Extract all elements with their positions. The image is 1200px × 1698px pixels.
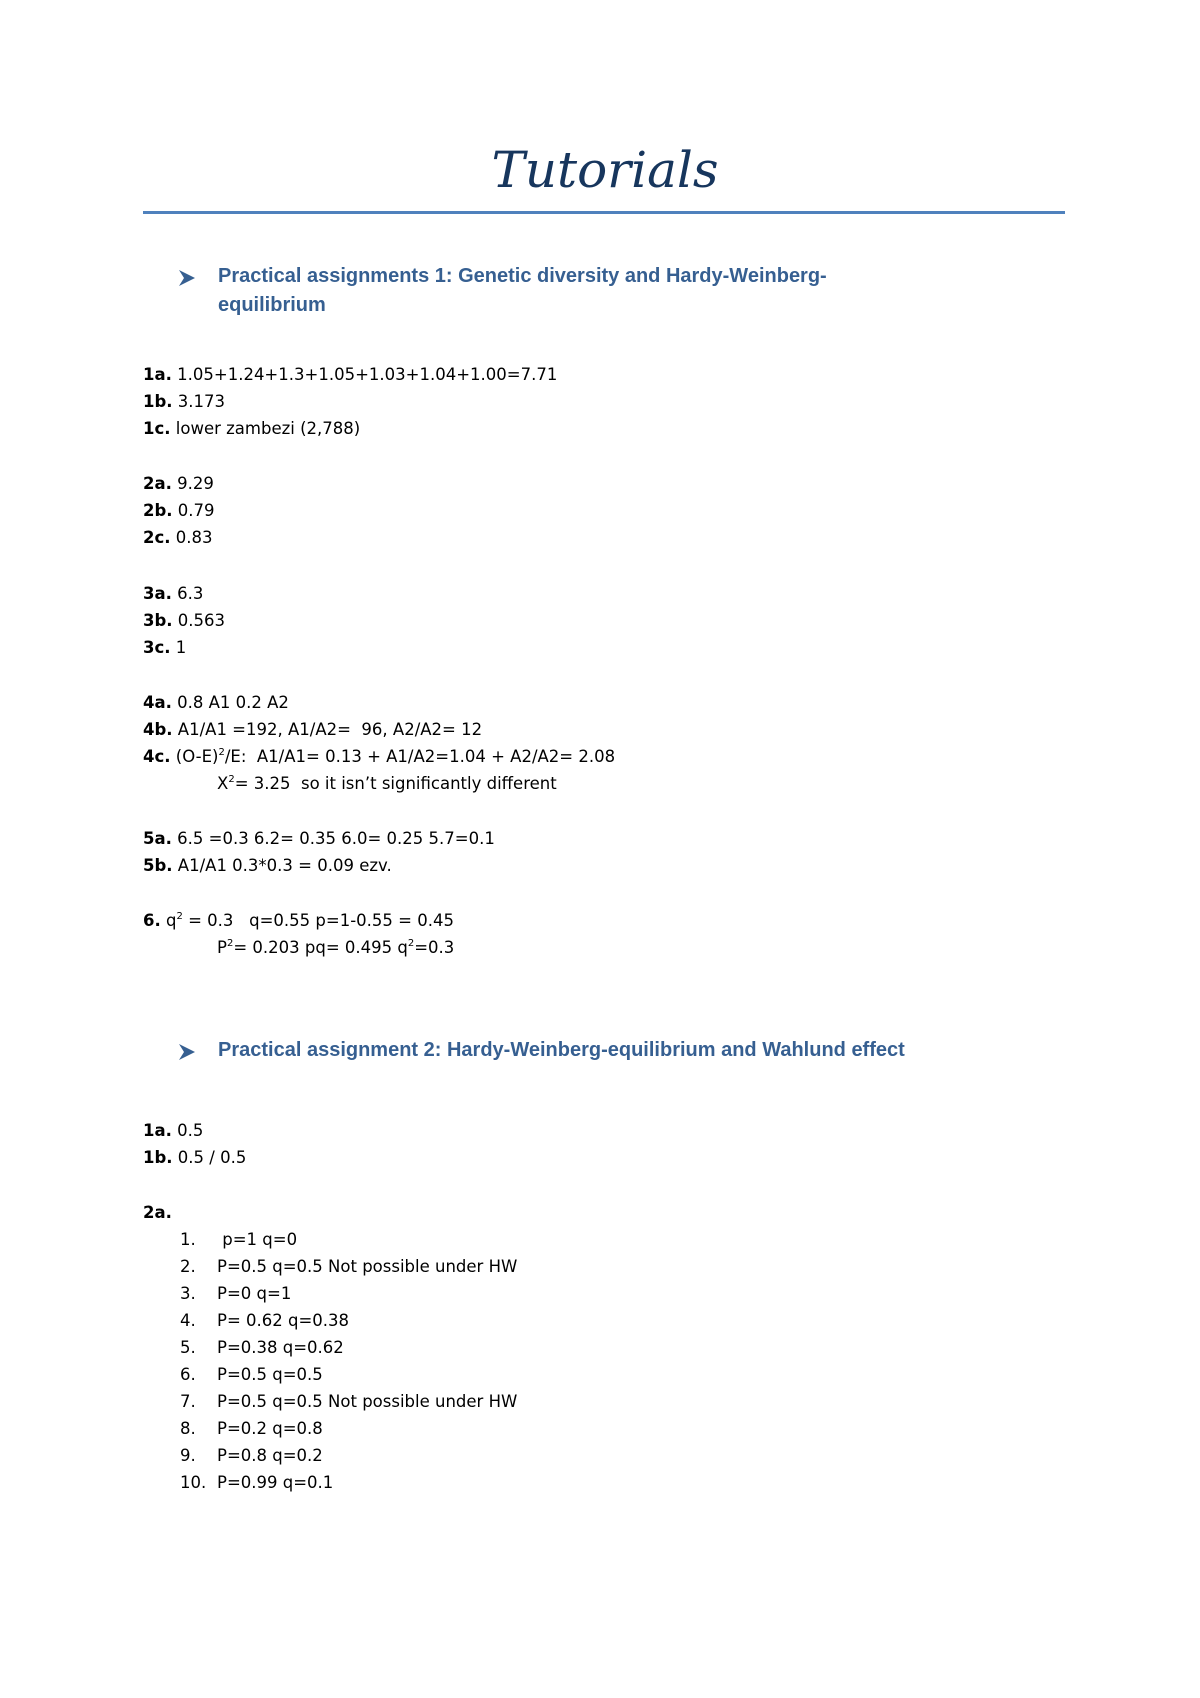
list-number: 10.: [180, 1473, 207, 1492]
list-item: [180, 1310, 349, 1332]
answer-label: 1b.: [143, 392, 173, 411]
answer-label: 4b.: [143, 720, 173, 739]
answer-1c: [143, 418, 360, 440]
list-item: [180, 1391, 517, 1413]
answer-text: (O-E): [170, 747, 219, 766]
answer-label: 3b.: [143, 611, 173, 630]
answer-text: 0.83: [170, 528, 213, 547]
answer-label: 5a.: [143, 829, 172, 848]
superscript: 2: [226, 938, 234, 949]
answer-text: X: [217, 774, 229, 793]
section-1-heading-line-1: Practical assignments 1: Genetic diversity and Hardy-Weinberg-: [218, 265, 827, 287]
answer-text: 0.5: [171, 1121, 204, 1140]
answer-text: = 0.3 q=0.55 p=1-0.55 = 0.45: [182, 911, 454, 930]
answer-2a: [143, 473, 214, 495]
answer-label: 4c.: [143, 747, 171, 766]
answer-label: 1c.: [143, 419, 171, 438]
answer-1b: [143, 391, 225, 413]
answer-4c: [143, 746, 615, 768]
answer-2-1b: [143, 1147, 246, 1169]
list-item: [180, 1256, 517, 1278]
answer-label: 2a.: [143, 1203, 172, 1222]
answer-label: 2c.: [143, 528, 171, 547]
answer-2c: [143, 527, 213, 549]
list-text: P=0.38 q=0.62: [217, 1338, 344, 1357]
list-number: 2.: [180, 1257, 196, 1276]
list-number: 3.: [180, 1284, 196, 1303]
list-text: P=0.5 q=0.5: [217, 1365, 323, 1384]
arrow-bullet-icon: [178, 262, 198, 286]
answer-3c: [143, 637, 186, 659]
list-text: P=0 q=1: [217, 1284, 292, 1303]
page-title: Tutorials: [491, 141, 719, 199]
answer-text: 0.8 A1 0.2 A2: [171, 693, 289, 712]
list-text: P=0.99 q=0.1: [217, 1473, 334, 1492]
list-text: P=0.8 q=0.2: [217, 1446, 323, 1465]
answer-label: 6.: [143, 911, 161, 930]
list-text: P=0.5 q=0.5 Not possible under HW: [217, 1392, 518, 1411]
superscript: 2: [407, 938, 415, 949]
answer-4c-continuation: [217, 773, 557, 795]
answer-3a: [143, 583, 203, 605]
answer-text: P: [217, 938, 227, 957]
answer-2b: [143, 500, 215, 522]
answer-text: 1.05+1.24+1.3+1.05+1.03+1.04+1.00=7.71: [171, 365, 558, 384]
answer-text: lower zambezi (2,788): [170, 419, 361, 438]
list-number: 1.: [180, 1230, 196, 1249]
answer-text: = 0.203 pq= 0.495 q: [233, 938, 408, 957]
section-2-heading: [178, 1036, 978, 1065]
title-underline: [143, 211, 1065, 214]
answer-1a: [143, 364, 557, 386]
arrow-bullet-icon: [178, 1036, 198, 1060]
answer-label: 5b.: [143, 856, 173, 875]
answer-2-2a: [143, 1202, 172, 1224]
list-text: p=1 q=0: [217, 1230, 298, 1249]
answer-text: q: [160, 911, 177, 930]
answer-label: 3c.: [143, 638, 171, 657]
section-1-heading: [178, 262, 938, 320]
list-item: [180, 1364, 323, 1386]
answer-label: 1b.: [143, 1148, 173, 1167]
list-number: 9.: [180, 1446, 196, 1465]
answer-2-1a: [143, 1120, 203, 1142]
list-number: 8.: [180, 1419, 196, 1438]
answer-label: 2a.: [143, 474, 172, 493]
list-number: 6.: [180, 1365, 196, 1384]
answer-text: 0.5 / 0.5: [172, 1148, 247, 1167]
answer-text: /E: A1/A1= 0.13 + A1/A2=1.04 + A2/A2= 2.08: [224, 747, 616, 766]
answer-label: 4a.: [143, 693, 172, 712]
section-1-heading-line-2: equilibrium: [218, 294, 326, 316]
answer-6-continuation: [217, 937, 454, 959]
answer-text: 9.29: [171, 474, 214, 493]
answer-label: 1a.: [143, 1121, 172, 1140]
answer-5a: [143, 828, 495, 850]
answer-6: [143, 910, 454, 932]
answer-label: 1a.: [143, 365, 172, 384]
list-item: [180, 1229, 297, 1251]
answer-label: 2b.: [143, 501, 173, 520]
answer-label: 3a.: [143, 584, 172, 603]
answer-text: A1/A1 =192, A1/A2= 96, A2/A2= 12: [172, 720, 483, 739]
list-item: [180, 1445, 323, 1467]
superscript: 2: [176, 911, 183, 922]
answer-5b: [143, 855, 392, 877]
answer-text: 0.563: [172, 611, 226, 630]
list-item: [180, 1283, 291, 1305]
answer-4b: [143, 719, 482, 741]
list-text: P=0.2 q=0.8: [217, 1419, 323, 1438]
list-number: 4.: [180, 1311, 196, 1330]
answer-text: 0.79: [172, 501, 215, 520]
answer-text: A1/A1 0.3*0.3 = 0.09 ezv.: [172, 856, 392, 875]
section-2-heading-text: Practical assignment 2: Hardy-Weinberg-equilibrium and Wahlund effect: [218, 1039, 905, 1061]
answer-text: =0.3: [414, 938, 455, 957]
answer-3b: [143, 610, 225, 632]
answer-text: = 3.25 so it isn’t significantly different: [234, 774, 557, 793]
answer-text: 1: [170, 638, 187, 657]
list-number: 5.: [180, 1338, 196, 1357]
superscript: 2: [218, 747, 225, 758]
list-number: 7.: [180, 1392, 196, 1411]
list-item: [180, 1418, 323, 1440]
list-text: P= 0.62 q=0.38: [217, 1311, 350, 1330]
answer-text: 6.3: [171, 584, 204, 603]
answer-text: 6.5 =0.3 6.2= 0.35 6.0= 0.25 5.7=0.1: [171, 829, 495, 848]
list-item: [180, 1337, 344, 1359]
list-text: P=0.5 q=0.5 Not possible under HW: [217, 1257, 518, 1276]
list-item: [180, 1472, 333, 1494]
superscript: 2: [228, 774, 235, 785]
answer-4a: [143, 692, 289, 714]
answer-text: 3.173: [172, 392, 226, 411]
